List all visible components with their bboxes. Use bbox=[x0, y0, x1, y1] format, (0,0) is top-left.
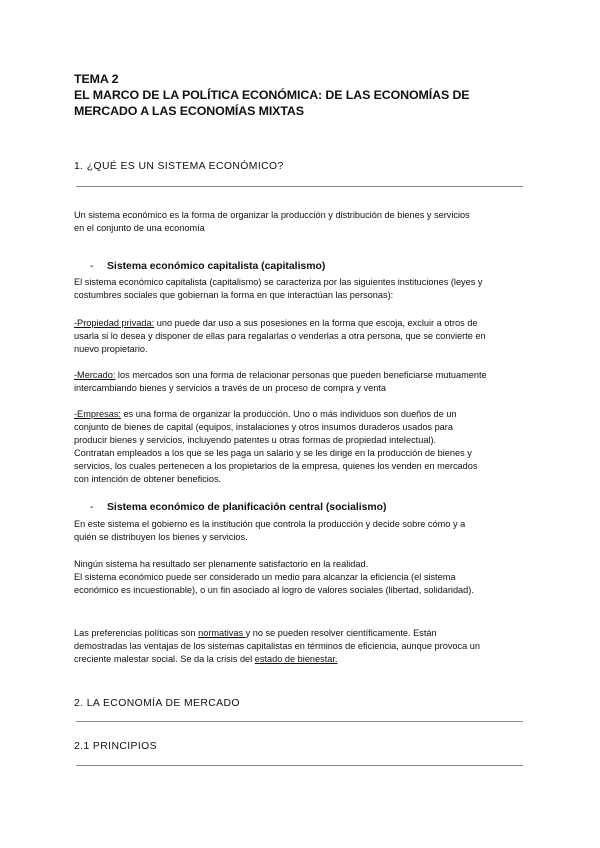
text-line: demostradas las ventajas de los sistemas capitalistas en términos de eficiencia, aunque provoca un bbox=[74, 641, 481, 651]
text-line: usarla si lo desea y disponer de ellas para regalarlas o venderlas a otra persona, que se convierte en bbox=[74, 331, 486, 341]
section-heading-2: 2. LA ECONOMÍA DE MERCADO bbox=[74, 698, 240, 709]
text-line: producir bienes y servicios, incluyendo patentes u otras formas de propiedad intelectual). bbox=[74, 435, 437, 445]
text-line: El sistema económico puede ser considerado un medio para alcanzar la eficiencia (el sistema bbox=[74, 572, 456, 582]
text-line: Contratan empleados a los que se les paga un salario y se les dirige en la producción de bienes y bbox=[74, 448, 472, 458]
bullet-heading: Sistema económico de planificación central (socialismo) bbox=[107, 502, 387, 513]
text-run: creciente malestar social. Se da la crisis del bbox=[74, 654, 255, 664]
document-title bbox=[74, 71, 534, 119]
preferences-paragraph bbox=[74, 627, 526, 666]
bullet-dash: - bbox=[90, 261, 94, 272]
text-line bbox=[74, 369, 526, 382]
text-run: los mercados son una forma de relacionar personas que pueden beneficiarse mutuamente bbox=[115, 370, 487, 380]
text-line bbox=[74, 627, 526, 640]
capitalism-description bbox=[74, 276, 526, 302]
title-line: MERCADO A LAS ECONOMÍAS MIXTAS bbox=[74, 104, 304, 118]
private-property-paragraph bbox=[74, 317, 526, 356]
text-line: costumbres sociales que gobiernan la forma en que interactúan las personas): bbox=[74, 290, 394, 300]
term-companies: -Empresas: bbox=[74, 409, 121, 419]
title-line: EL MARCO DE LA POLÍTICA ECONÓMICA: DE LAS ECONOMÍAS DE bbox=[74, 88, 470, 102]
conclusion-paragraph bbox=[74, 558, 526, 597]
text-run: es una forma de organizar la producción. Uno o más individuos son dueños de un bbox=[120, 409, 457, 419]
text-line bbox=[74, 317, 526, 330]
text-line: En este sistema el gobierno es la institución que controla la producción y decide sobre cómo y a bbox=[74, 519, 466, 529]
text-line: con intención de obtener beneficios. bbox=[74, 474, 222, 484]
text-line: económico es incuestionable), o un fin asociado al logro de valores sociales (libertad, solidaridad). bbox=[74, 585, 474, 595]
text-line: Ningún sistema ha resultado ser plenamente satisfactorio en la realidad. bbox=[74, 559, 369, 569]
text-line: quién se distribuyen los bienes y servicios. bbox=[74, 532, 248, 542]
text-line: en el conjunto de una economía bbox=[74, 223, 205, 233]
intro-paragraph bbox=[74, 209, 526, 235]
term-welfare-state: estado de bienestar. bbox=[254, 654, 338, 664]
socialism-paragraph bbox=[74, 518, 526, 544]
title-line: TEMA 2 bbox=[74, 72, 119, 86]
text-line: intercambiando bienes y servicios a través de un proceso de compra y venta bbox=[74, 383, 387, 393]
text-run: Las preferencias políticas son bbox=[74, 628, 199, 638]
term-market: -Mercado: bbox=[74, 370, 116, 380]
text-line: El sistema económico capitalista (capitalismo) se caracteriza por las siguientes instituciones (leyes y bbox=[74, 277, 483, 287]
text-line bbox=[74, 408, 526, 421]
market-paragraph bbox=[74, 369, 526, 395]
text-line: nuevo propietario. bbox=[74, 344, 148, 354]
term-normative: normativas bbox=[198, 628, 246, 638]
text-run: y no se pueden resolver científicamente. Están bbox=[245, 628, 437, 638]
bullet-heading: Sistema económico capitalista (capitalismo) bbox=[107, 261, 326, 272]
bullet-capitalism bbox=[90, 261, 325, 272]
bullet-socialism bbox=[90, 502, 386, 513]
text-line: Un sistema económico es la forma de organizar la producción y distribución de bienes y servicios bbox=[74, 210, 470, 220]
text-line: servicios, los cuales pertenecen a los propietarios de la empresa, quienes los venden en mercados bbox=[74, 461, 478, 471]
section-divider bbox=[76, 186, 523, 187]
text-line: conjunto de bienes de capital (equipos, instalaciones y otros insumos duraderos usados para bbox=[74, 422, 453, 432]
term-private-property: -Propiedad privada: bbox=[74, 318, 155, 328]
text-run: uno puede dar uso a sus posesiones en la forma que escoja, excluir a otros de bbox=[154, 318, 478, 328]
section-divider bbox=[76, 765, 523, 766]
section-divider bbox=[76, 721, 523, 722]
section-heading-2-1: 2.1 PRINCIPIOS bbox=[74, 741, 157, 752]
section-heading-1: 1. ¿QUÉ ES UN SISTEMA ECONÓMICO? bbox=[74, 161, 284, 172]
companies-paragraph bbox=[74, 408, 526, 486]
text-line bbox=[74, 653, 526, 666]
bullet-dash: - bbox=[90, 502, 94, 513]
